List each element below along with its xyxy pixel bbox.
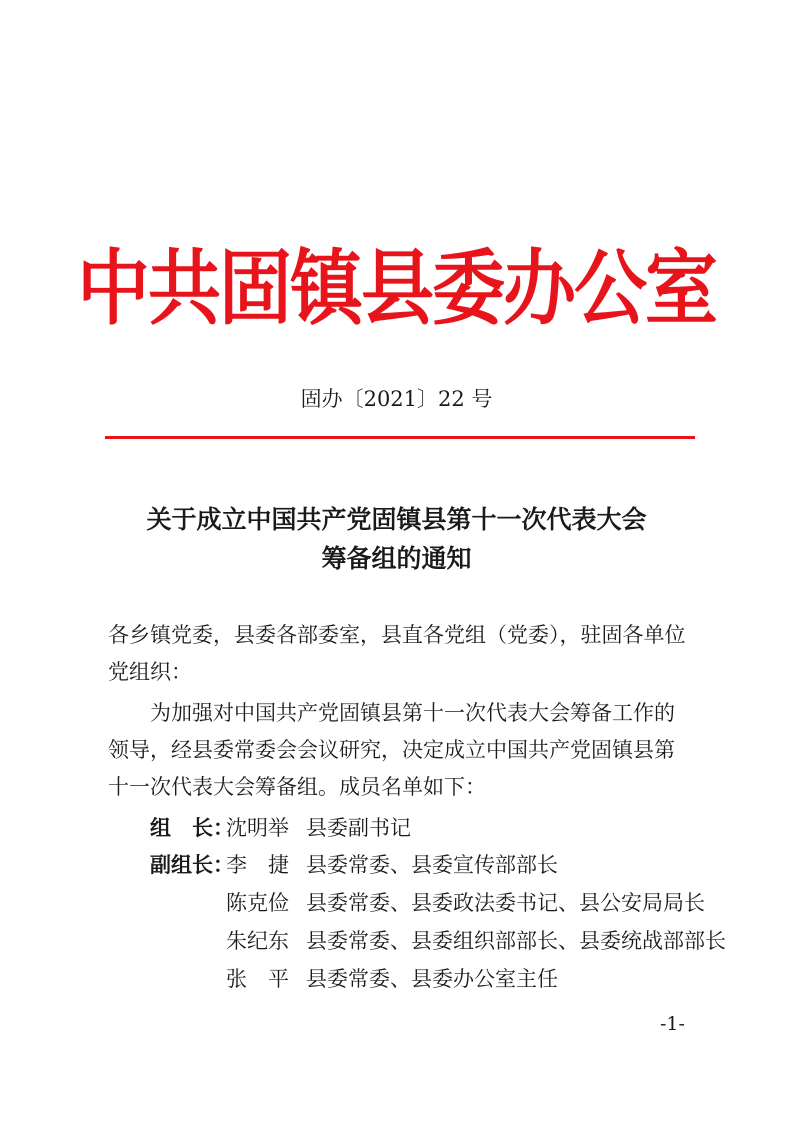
member-position: 县委常委、县委宣传部部长 xyxy=(306,853,558,877)
member-name: 朱纪东 xyxy=(226,929,289,953)
body-paragraph xyxy=(108,695,690,806)
body-line-2: 领导，经县委常委会会议研究，决定成立中国共产党固镇县第 xyxy=(108,738,675,762)
member-row xyxy=(108,923,726,960)
member-row xyxy=(108,885,705,922)
body-line-1: 为加强对中国共产党固镇县第十一次代表大会筹备工作的 xyxy=(108,701,675,725)
member-role: 副组长： xyxy=(150,853,234,877)
masthead-title: 中共固镇县委办公室 xyxy=(77,241,716,337)
red-divider-line xyxy=(105,436,695,439)
member-position: 县委常委、县委办公室主任 xyxy=(306,967,558,991)
salutation-line-2: 党组织： xyxy=(108,660,192,684)
title-line-2: 筹备组的通知 xyxy=(321,544,472,573)
page-number: -1- xyxy=(660,1013,685,1035)
document-number: 固办〔2021〕22 号 xyxy=(300,387,493,411)
member-role: 组 长： xyxy=(150,816,234,840)
member-name: 李 捷 xyxy=(226,853,289,877)
member-row xyxy=(108,847,698,884)
member-name: 张 平 xyxy=(226,967,289,991)
document-title xyxy=(90,500,703,578)
member-row xyxy=(108,961,698,998)
member-position: 县委常委、县委组织部部长、县委统战部部长 xyxy=(306,929,726,953)
member-position: 县委副书记 xyxy=(306,816,411,840)
salutation xyxy=(108,617,690,691)
member-row xyxy=(108,810,698,847)
member-name: 陈克俭 xyxy=(226,891,289,915)
body-line-3: 十一次代表大会筹备组。成员名单如下： xyxy=(108,775,486,799)
member-position: 县委常委、县委政法委书记、县公安局局长 xyxy=(306,891,705,915)
member-name: 沈明举 xyxy=(226,816,289,840)
title-line-1: 关于成立中国共产党固镇县第十一次代表大会 xyxy=(146,505,647,534)
salutation-line-1: 各乡镇党委，县委各部委室，县直各党组（党委），驻固各单位 xyxy=(108,623,686,647)
